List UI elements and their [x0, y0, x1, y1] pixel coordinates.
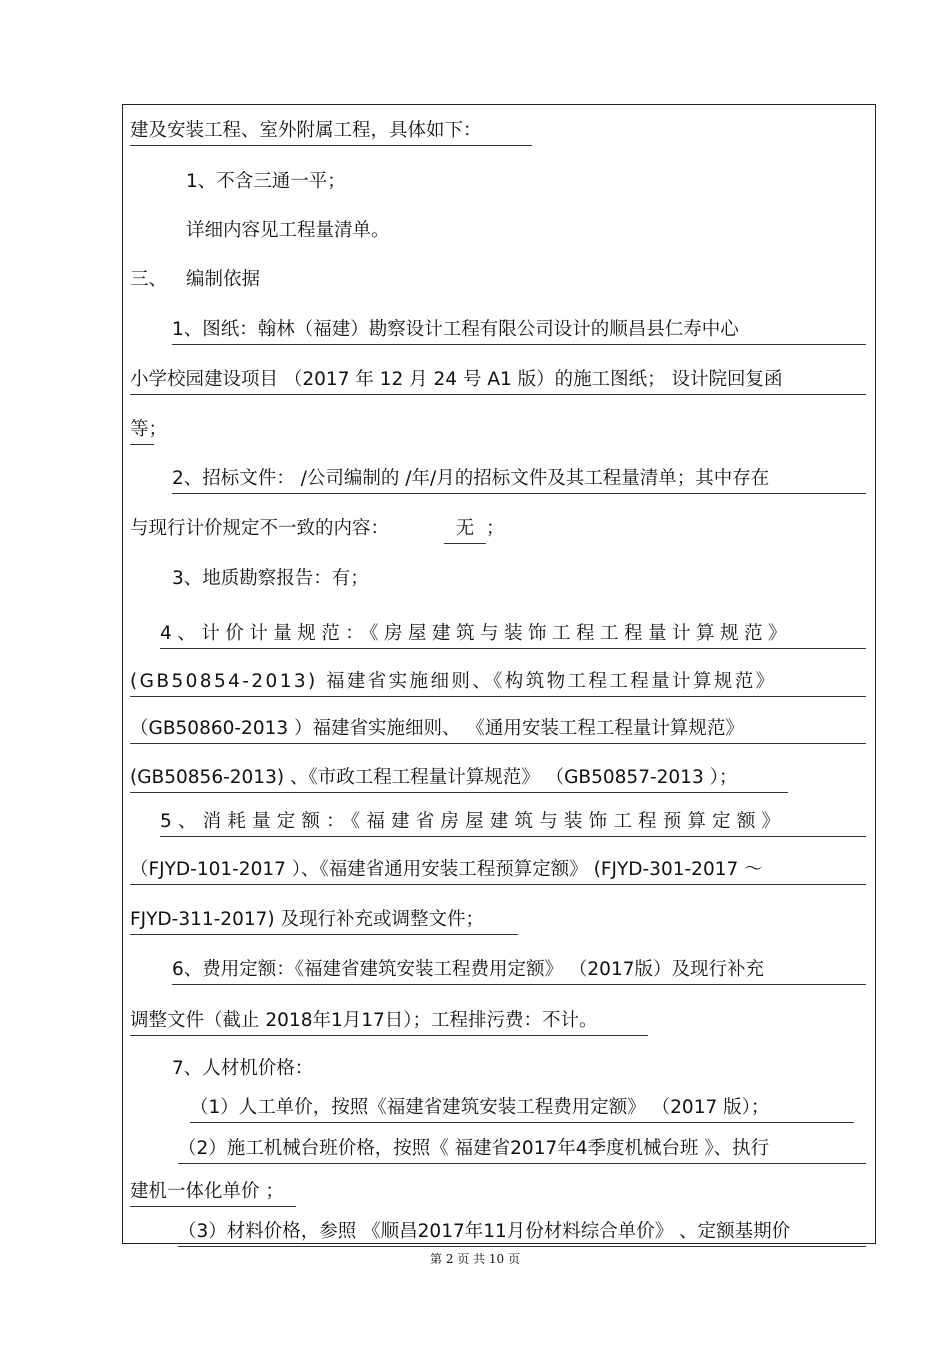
text-line: (GB50854-2013) 福建省实施细则、《构筑物工程工程量计算规范》 [130, 670, 866, 697]
text-line: （2）施工机械台班价格，按照《 福建省2017年4季度机械台班 》、执行 [178, 1137, 866, 1164]
text-line: 7、人材机价格： [172, 1058, 314, 1079]
text-value: 无 [444, 517, 486, 544]
section-heading: 编制依据 [186, 269, 261, 290]
text-line: 6、费用定额：《福建省建筑安装工程费用定额》 （2017版）及现行补充 [172, 958, 866, 985]
text-line: FJYD-311-2017) 及现行补充或调整文件； [130, 908, 518, 935]
text-line: 调整文件（截止 2018年1月17日）；工程排污费：不计。 [130, 1009, 648, 1036]
text-line: 小学校园建设项目 （2017 年 12 月 24 号 A1 版）的施工图纸； 设计院回复函 [130, 368, 866, 395]
text-line: 3、地质勘察报告：有； [172, 568, 369, 589]
text-line: 5、消耗量定额：《福建省房屋建筑与装饰工程预算定额》 [160, 810, 866, 837]
page-number-footer: 第 2 页 共 10 页 [430, 1252, 520, 1266]
text-line: 4、计价计量规范：《房屋建筑与装饰工程工程量计算规范》 [160, 622, 866, 649]
text-line: (GB50856-2013) 、《市政工程工程量计算规范》 （GB50857-2013 ）； [130, 766, 788, 793]
text-line: 等； [130, 418, 154, 445]
text-line: 建及安装工程、室外附属工程，具体如下： [130, 119, 532, 146]
text-line: （FJYD-101-2017 ）、《福建省通用安装工程预算定额》 (FJYD-301-2017 ～ [130, 858, 866, 885]
text-line: 与现行计价规定不一致的内容： [130, 518, 390, 539]
section-number: 三、 [130, 269, 168, 290]
text-line: 1、不含三通一平； [186, 171, 346, 192]
text-line: （GB50860-2013 ）福建省实施细则、 《通用安装工程工程量计算规范》 [130, 717, 866, 744]
text-line: （1）人工单价，按照《福建省建筑安装工程费用定额》 （2017 版）； [190, 1096, 854, 1123]
text-line: 2、招标文件： /公司编制的 /年/月的招标文件及其工程量清单；其中存在 [172, 467, 866, 494]
text-line: 建机一体化单价 ； [130, 1180, 296, 1207]
text-line: （3）材料价格，参照 《顺昌2017年11月份材料综合单价》 、定额基期价 [178, 1220, 866, 1247]
text-line: 1、图纸：翰林（福建）勘察设计工程有限公司设计的顺昌县仁寿中心 [172, 318, 866, 345]
text-punct: ； [486, 518, 505, 539]
text-line: 详细内容见工程量清单。 [186, 220, 390, 241]
